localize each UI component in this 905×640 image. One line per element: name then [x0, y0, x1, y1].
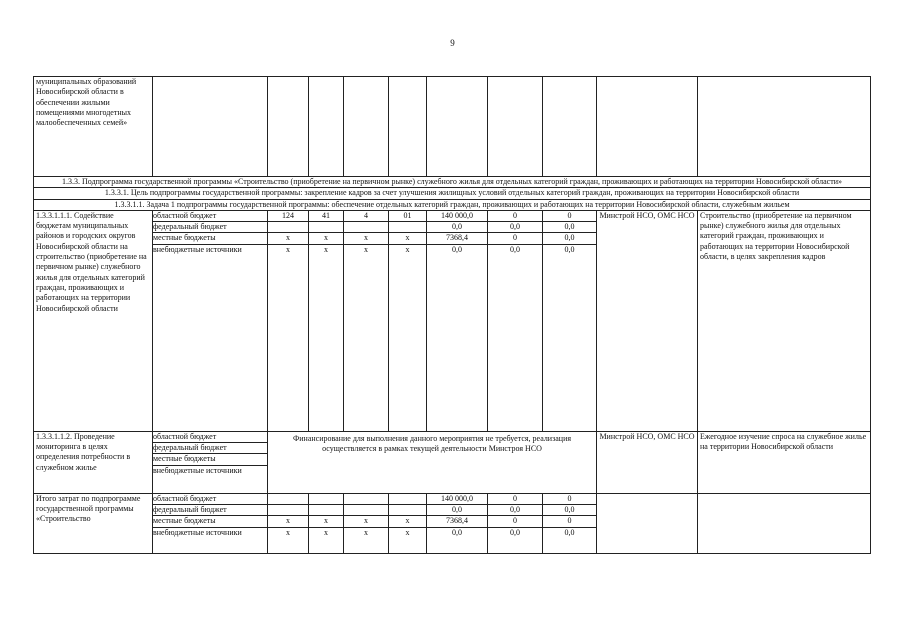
expected-result: Строительство (приобретение на первичном рынке) служебного жилья для отдельных категорий граждан, проживающих и работающих на территории Новосибирской области, в целях закрепления кадров	[698, 210, 871, 431]
value-year-2	[488, 210, 543, 431]
cell: 0,0	[488, 222, 542, 233]
cell: 0	[488, 211, 542, 222]
source-local: местные бюджеты	[153, 516, 267, 527]
cell	[389, 494, 426, 505]
page-number: 9	[450, 38, 455, 48]
cell: 124	[268, 211, 308, 222]
cell: x	[324, 244, 328, 254]
cell	[344, 505, 388, 516]
cell: 0,0	[510, 244, 520, 254]
cell: 0	[543, 211, 596, 222]
cell: 7368,4	[427, 233, 487, 244]
cell: 7368,4	[427, 516, 487, 527]
cell: 0,0	[510, 527, 520, 537]
total-row	[34, 493, 871, 553]
source-extrabudget: внебюджетные источники	[153, 244, 242, 254]
task-header: 1.3.3.1.1. Задача 1 подпрограммы государственной программы: обеспечение отдельных категорий граждан, проживающих и работающих на территории Новосибирской области, служебным жильем	[34, 199, 871, 210]
cell: x	[286, 527, 290, 537]
source-regional: областной бюджет	[153, 494, 267, 505]
funding-sources	[153, 210, 268, 431]
cell: 0	[543, 494, 596, 505]
measure-row	[34, 431, 871, 493]
cell	[309, 494, 343, 505]
cell: x	[389, 233, 426, 244]
subprogram-header: 1.3.3. Подпрограмма государственной программы «Строительство (приобретение на первичном рынке) служебного жилья для отдельных категорий граждан, проживающих и работающих на территории Новосибирской области»	[34, 177, 871, 188]
source-local: местные бюджеты	[153, 233, 267, 244]
cell: x	[309, 516, 343, 527]
source-local: местные бюджеты	[153, 454, 267, 465]
code-grbs	[268, 210, 309, 431]
cell: x	[268, 516, 308, 527]
source-federal: федеральный бюджет	[153, 222, 267, 233]
program-table	[33, 76, 871, 554]
intro-text: муниципальных образований Новосибирской области в обеспечении жилыми помещениями многодетных малообеспеченных семей»	[34, 77, 153, 177]
code-gp	[309, 210, 344, 431]
cell: 0,0	[543, 233, 596, 244]
cell	[268, 222, 308, 233]
no-funding-note: Финансирование для выполнения данного мероприятия не требуется, реализация осуществляется в рамках текущей деятельности Минстроя НСО	[268, 431, 597, 493]
cell: 0,0	[564, 527, 575, 537]
cell: x	[268, 233, 308, 244]
cell: 140 000,0	[427, 211, 487, 222]
value-year-1	[427, 493, 488, 553]
total-name: Итого затрат по подпрограмме государственной программы «Строительство	[34, 493, 153, 553]
cell: x	[405, 244, 410, 254]
cell: 0	[488, 494, 542, 505]
code-pp	[344, 210, 389, 431]
measure-name: 1.3.3.1.1.2. Проведение мониторинга в целях определения потребности в служебном жилье	[34, 431, 153, 493]
cell: x	[364, 527, 368, 537]
cell	[309, 505, 343, 516]
cell	[389, 505, 426, 516]
code-om	[389, 493, 427, 553]
cell: 0,0	[452, 244, 462, 254]
source-federal: федеральный бюджет	[153, 505, 267, 516]
funding-sources	[153, 431, 268, 493]
source-federal: федеральный бюджет	[153, 443, 267, 454]
subprogram-header-row	[34, 177, 871, 188]
cell: 0,0	[564, 244, 575, 254]
code-grbs	[268, 493, 309, 553]
cell	[344, 222, 388, 233]
cell: 0	[488, 233, 542, 244]
cell: x	[364, 244, 368, 254]
cell: 41	[309, 211, 343, 222]
executor: Минстрой НСО, ОМС НСО	[597, 431, 698, 493]
code-pp	[344, 493, 389, 553]
value-year-2	[488, 493, 543, 553]
cell: 0	[488, 516, 542, 527]
expected-result	[698, 493, 871, 553]
cell: x	[324, 527, 328, 537]
cell: x	[344, 233, 388, 244]
executor: Минстрой НСО, ОМС НСО	[597, 210, 698, 431]
measure-row	[34, 210, 871, 431]
intro-row	[34, 77, 871, 177]
cell: 4	[344, 211, 388, 222]
cell: x	[405, 527, 410, 537]
cell: 0,0	[543, 222, 596, 233]
value-year-3	[543, 493, 597, 553]
cell	[389, 222, 426, 233]
expected-result: Ежегодное изучение спроса на служебное жилье на территории Новосибирской области	[698, 431, 871, 493]
funding-sources	[153, 493, 268, 553]
cell: x	[309, 233, 343, 244]
cell: 0	[543, 516, 596, 527]
value-year-1	[427, 210, 488, 431]
value-year-3	[543, 210, 597, 431]
cell: x	[344, 516, 388, 527]
goal-header: 1.3.3.1. Цель подпрограммы государственной программы: закрепление кадров за счет улучшения жилищных условий отдельных категорий граждан, проживающих на территории Новосибирской области	[34, 188, 871, 199]
cell: 01	[389, 211, 426, 222]
cell: 0,0	[488, 505, 542, 516]
measure-name: 1.3.3.1.1.1. Содействие бюджетам муниципальных районов и городских округов Новосибирской области на строительство (приобретение на первичном рынке) служебного жилья для отдельных категорий граждан, проживающих и работающих на территории Новосибирской области	[34, 210, 153, 431]
source-regional: областной бюджет	[153, 432, 267, 443]
cell: 0,0	[427, 222, 487, 233]
cell	[344, 494, 388, 505]
executor	[597, 493, 698, 553]
cell: x	[389, 516, 426, 527]
task-header-row	[34, 199, 871, 210]
code-gp	[309, 493, 344, 553]
cell: 0,0	[427, 505, 487, 516]
cell	[268, 494, 308, 505]
source-regional: областной бюджет	[153, 211, 267, 222]
cell: 140 000,0	[427, 494, 487, 505]
cell	[268, 505, 308, 516]
source-extrabudget: внебюджетные источники	[153, 527, 242, 537]
cell: 0,0	[452, 527, 462, 537]
cell: x	[286, 244, 290, 254]
cell	[309, 222, 343, 233]
source-extrabudget: внебюджетные источники	[153, 465, 242, 475]
goal-header-row	[34, 188, 871, 199]
cell: 0,0	[543, 505, 596, 516]
code-om	[389, 210, 427, 431]
